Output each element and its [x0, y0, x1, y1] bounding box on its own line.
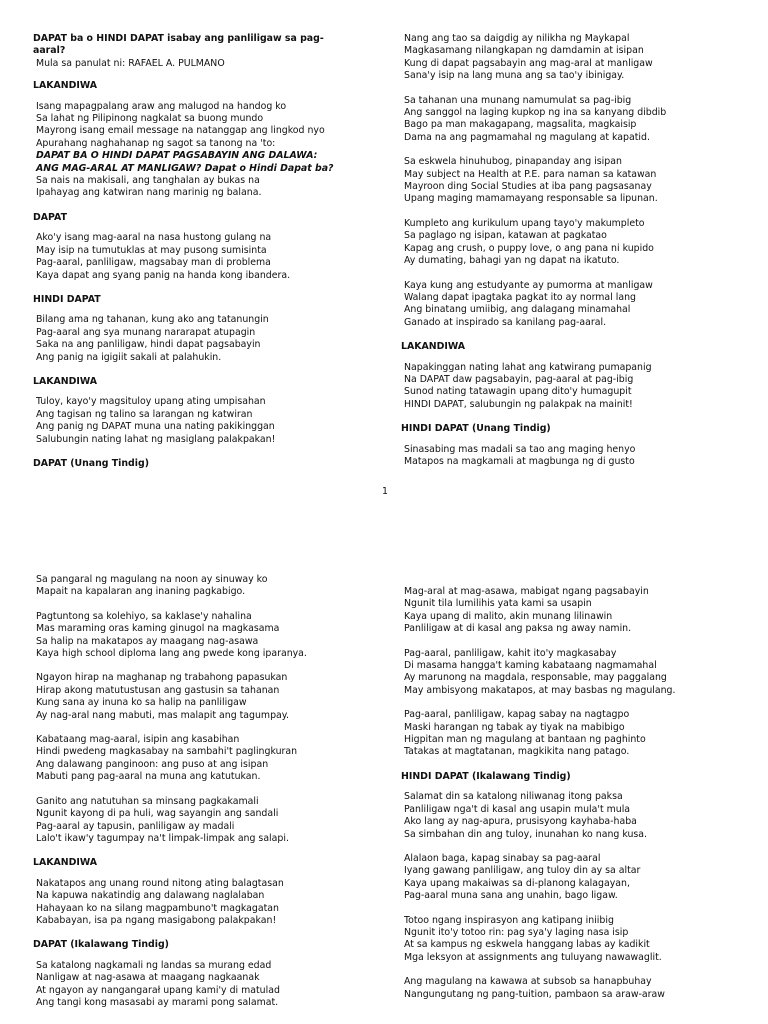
page-2-left-column [33, 574, 373, 1021]
stanza [36, 574, 373, 599]
verse-line: Na kapuwa nakatindig ang dalawang naglalaban [36, 890, 265, 902]
verse-line: Ngunit tila lumilihis yata kami sa usapin [404, 598, 592, 610]
verse-line: Napakinggan nating lahat ang katwirang pumapanig [404, 361, 652, 373]
verse-line: Ang tagisan ng talino sa larangan ng katwiran [36, 408, 253, 420]
verse-line: Sinasabing mas madali sa tao ang maging henyo [404, 443, 636, 455]
verse-line: Dama na ang pagmamahal ng magulang at kapatid. [404, 131, 650, 143]
verse-line: Ang magulang na kawawa at subsob sa hanapbuhay [404, 976, 652, 988]
verse-line: Pag-aaral, panliligaw, kapag sabay na nagtagpo [404, 709, 630, 721]
section-heading: HINDI DAPAT (Unang Tindig) [401, 423, 551, 435]
verse-line: At sa kampus ng eskwela hanggang labas ay kadikit [404, 939, 650, 951]
section-heading: HINDI DAPAT [33, 293, 101, 305]
verse-line: Sa paglago ng isipan, katawan at pagkatao [404, 230, 607, 242]
verse-line: Ay dumating, bahagi yan ng dapat na ikatuto. [404, 255, 620, 267]
verse-line: Hindi pwedeng magkasabay na sambahi't paglingkuran [36, 746, 298, 758]
verse-line: Lalo't ikaw'y tagumpay na't limpak-limpak ang salapi. [36, 832, 289, 844]
verse-line: Pag-aaral, panliligaw, magsabay man di problema [36, 257, 271, 269]
verse-line: Sa tahanan una munang namumulat sa pag-ibig [404, 94, 632, 106]
verse-line: Kababayan, isa pa ngang masigabong palakpakan! [36, 914, 277, 926]
page-1-right-column [401, 33, 741, 480]
document-title: DAPAT ba o HINDI DAPAT isabay ang panliligaw sa pag- aaral? [33, 33, 324, 57]
verse-line: Sa lahat ng Pilipinong nagkalat sa buong mundo [36, 113, 264, 125]
verse-line: May subject na Health at P.E. para naman sa katawan [404, 168, 657, 180]
verse-line: Isang mapagpalang araw ang malugod na handog ko [36, 100, 287, 112]
verse-line: Bago pa man makagapang, magsalita, magkaisip [404, 119, 637, 131]
section-heading: LAKANDIWA [33, 857, 98, 869]
verse-line: Na DAPAT daw pagsabayin, pag-aaral at pag-ibig [404, 373, 634, 385]
verse-line: Kung sana ay inuna ko sa halip na panliligaw [36, 697, 247, 709]
stanza [36, 878, 373, 928]
verse-line: Kaya dapat ang syang panig na handa kong ibandera. [36, 269, 291, 281]
verse-line: Panliligaw nga't di kasal ang usapin mula't mula [404, 803, 631, 815]
verse-line: Kapag ang crush, o puppy love, o ang pana ni kupido [404, 242, 654, 254]
verse-line: Mga leksyon at assignments ang tuluyang nawawaglit. [404, 951, 662, 963]
verse-line: Pag-aaral, panliligaw, kahit ito'y magkasabay [404, 647, 617, 659]
verse-line: Ay marunong na magdala, responsable, may paggalang [404, 672, 667, 684]
verse-line: Tuloy, kayo'y magsituloy upang ating umpisahan [36, 396, 266, 408]
verse-line: Alalaon baga, kapag sinabay sa pag-aaral [404, 852, 601, 864]
verse-line: Matapos na magkamali at magbunga ng di gusto [404, 455, 635, 467]
verse-line: Ipahayag ang katwiran nang marinig ng balana. [36, 187, 262, 199]
stanza [404, 362, 741, 412]
verse-line: Sa nais na makisali, ang tanghalan ay bukas na [36, 175, 260, 187]
verse-line: Salubungin nating lahat ng masiglang palakpakan! [36, 433, 276, 445]
verse-line: Pag-aaral ang sya munang nararapat atupagin [36, 326, 256, 338]
verse-line: Kaya upang di malito, akin munang lilinawin [404, 610, 613, 622]
section-heading: LAKANDIWA [401, 341, 466, 353]
verse-line: Pag-aaral ay tapusin, panliligaw ay madali [36, 820, 235, 832]
stanza [404, 280, 741, 330]
verse-line: Nanligaw at nag-asawa at maagang nagkaanak [36, 972, 260, 984]
verse-line: Ganado at inspirado sa kanilang pag-aaral. [404, 316, 607, 328]
verse-line: Maski harangan ng tabak ay tiyak na mabibigo [404, 721, 625, 733]
section-heading: DAPAT (Unang Tindig) [33, 457, 149, 469]
verse-line: May ambisyong makatapos, at may basbas ng magulang. [404, 684, 676, 696]
stanza [404, 976, 751, 1001]
section-heading: LAKANDIWA [33, 80, 98, 92]
stanza [36, 314, 373, 364]
verse-line: Sana'y isip na lang muna ang sa tao'y ibinigay. [404, 70, 625, 82]
verse-line: Kumpleto ang kurikulum upang tayo'y makumpleto [404, 217, 645, 229]
verse-line: Sa pangaral ng magulang na noon ay sinuway ko [36, 574, 268, 585]
verse-line: Ngunit ito'y totoo rin: pag sya'y laging nasa isip [404, 926, 629, 938]
stanza [36, 101, 373, 200]
verse-line: Ang sanggol na laging kupkop ng ina sa kanyang dibdib [404, 107, 667, 119]
verse-line: Pag-aaral muna sana ang unahin, bago ligaw. [404, 890, 618, 902]
verse-line: Kabataang mag-aaral, isipin ang kasabihan [36, 734, 240, 746]
verse-line: Ngayon hirap na maghanap ng trabahong papasukan [36, 672, 288, 684]
stanza [36, 734, 373, 784]
section-heading: DAPAT (Ikalawang Tindig) [33, 939, 169, 951]
verse-line: Sa halip na makatapos ay maagang nag-asawa [36, 635, 259, 647]
stanza [404, 853, 751, 903]
page-number: 1 [382, 486, 388, 497]
verse-line: At ngayon ay nangangarał upang kami'y di matulad [36, 984, 280, 996]
verse-line: Nakatapos ang unang round nitong ating balagtasan [36, 877, 284, 889]
verse-line: Pagtuntong sa kolehiyo, sa kaklase'y nahalina [36, 610, 252, 622]
verse-line: Sa katalong nagkamali ng landas sa murang edad [36, 959, 272, 971]
section-heading: HINDI DAPAT (Ikalawang Tindig) [401, 770, 571, 782]
stanza [36, 396, 373, 446]
verse-line: Upang maging mamamayang responsable sa lipunan. [404, 193, 658, 205]
verse-line: Mayrong isang email message na natanggap ang lingkod nyo [36, 125, 325, 137]
stanza [404, 791, 751, 841]
verse-line: Ako'y isang mag-aaral na nasa hustong gulang na [36, 232, 272, 244]
verse-line: HINDI DAPAT, salubungin ng palakpak na mainit! [404, 398, 633, 410]
verse-line: Kaya kung ang estudyante ay pumorma at manligaw [404, 279, 653, 291]
stanza [404, 33, 741, 83]
verse-line: Ngunit kayong di pa huli, wag sayangin ang sandali [36, 808, 279, 820]
emphasized-question-line: ANG MAG-ARAL AT MANLIGAW? Dapat o Hindi Dapat ba? [36, 162, 334, 174]
verse-line: Ganito ang natutuhan sa minsang pagkakamali [36, 795, 259, 807]
page-1-left-column [33, 33, 373, 478]
verse-line: Ang panig na igigiit sakali at palahukin. [36, 351, 222, 363]
stanza [404, 915, 751, 965]
verse-line: Ako lang ay nag-apura, prusisyong kayhaba-haba [404, 816, 637, 828]
stanza [404, 95, 741, 145]
verse-line: Mas maraming oras kaming ginugol na magkasama [36, 623, 280, 635]
stanza [36, 232, 373, 282]
verse-line: Mapait na kapalaran ang inaning pagkabigo. [36, 586, 246, 598]
verse-line: Hahayaan ko na silang magpambuno't magkagatan [36, 902, 279, 914]
stanza [36, 672, 373, 722]
verse-line: Sa eskwela hinuhubog, pinapanday ang isipan [404, 156, 622, 168]
page-2-right-column [401, 586, 751, 1013]
verse-line: Mayroon ding Social Studies at iba pang pagsasanay [404, 181, 652, 193]
verse-line: Kaya upang makaiwas sa di-planong kalagayan, [404, 877, 630, 889]
verse-line: Kung di dapat pagsabayin ang mag-aral at manligaw [404, 57, 653, 69]
verse-line: Mag-aral at mag-asawa, mabigat ngang pagsabayin [404, 586, 649, 597]
verse-line: Ay nag-aral nang mabuti, mas malapit ang tagumpay. [36, 709, 289, 721]
stanza [404, 156, 741, 206]
emphasized-question-line: DAPAT BA O HINDI DAPAT PAGSABAYIN ANG DALAWA: [36, 150, 318, 162]
verse-line: Salamat din sa katalong niliwanag itong paksa [404, 791, 623, 803]
verse-line: Ang dalawang panginoon: ang puso at ang isipan [36, 758, 269, 770]
verse-line: Mabuti pang pag-aaral na muna ang katutukan. [36, 771, 261, 783]
verse-line: Sunod nating tatawagin upang dito'y humagupit [404, 386, 632, 398]
verse-line: Bilang ama ng tahanan, kung ako ang tatanungin [36, 314, 269, 326]
verse-line: Higpitan man ng magulang at bantaan ng paghinto [404, 734, 646, 746]
verse-line: Hirap akong matutustusan ang gastusin sa tahanan [36, 684, 280, 696]
verse-line: Nangungutang ng pang-tuition, pambaon sa araw-araw [404, 988, 665, 1000]
verse-line: Apurahang naghahanap ng sagot sa tanong na 'to: [36, 137, 276, 149]
verse-line: Kaya high school diploma lang ang pwede kong iparanya. [36, 648, 307, 660]
verse-line: Ang binatang umiibig, ang dalagang minamahal [404, 304, 631, 316]
verse-line: Panliligaw at di kasal ang paksa ng away namin. [404, 623, 632, 635]
verse-line: Totoo ngang inspirasyon ang katipang iniibig [404, 914, 614, 926]
section-heading: LAKANDIWA [33, 375, 98, 387]
verse-line: Walang dapat ipagtaka pagkat ito ay normal lang [404, 291, 636, 303]
stanza [36, 611, 373, 661]
stanza [404, 586, 751, 636]
verse-line: Ang tangi kong masasabi ay marami pong salamat. [36, 996, 279, 1008]
verse-line: Di masama hangga't kaming kabataang nagmamahal [404, 660, 657, 672]
stanza [36, 960, 373, 1010]
verse-line: Saka na ang panliligaw, hindi dapat pagsabayin [36, 339, 261, 351]
verse-line: Nang ang tao sa daigdig ay nilikha ng Maykapal [404, 33, 630, 44]
stanza [404, 218, 741, 268]
page-2 [0, 512, 768, 1024]
stanza [404, 709, 751, 759]
verse-line: Magkasamang nilangkapan ng damdamin at isipan [404, 45, 644, 57]
verse-line: Tatakas at magtatanan, magkikita nang patago. [404, 746, 630, 758]
verse-line: Iyang gawang panliligaw, ang tuloy din ay sa altar [404, 865, 641, 877]
section-heading: DAPAT [33, 211, 67, 223]
stanza [404, 444, 741, 469]
verse-line: Ang panig ng DAPAT muna una nating pakikinggan [36, 421, 275, 433]
verse-line: May isip na tumutuklas at may pusong sumisinta [36, 244, 267, 256]
verse-line: Sa simbahan din ang tuloy, inunahan ko nang kusa. [404, 828, 648, 840]
stanza [36, 796, 373, 846]
stanza [404, 648, 751, 698]
author-line: Mula sa panulat ni: RAFAEL A. PULMANO [36, 57, 225, 69]
